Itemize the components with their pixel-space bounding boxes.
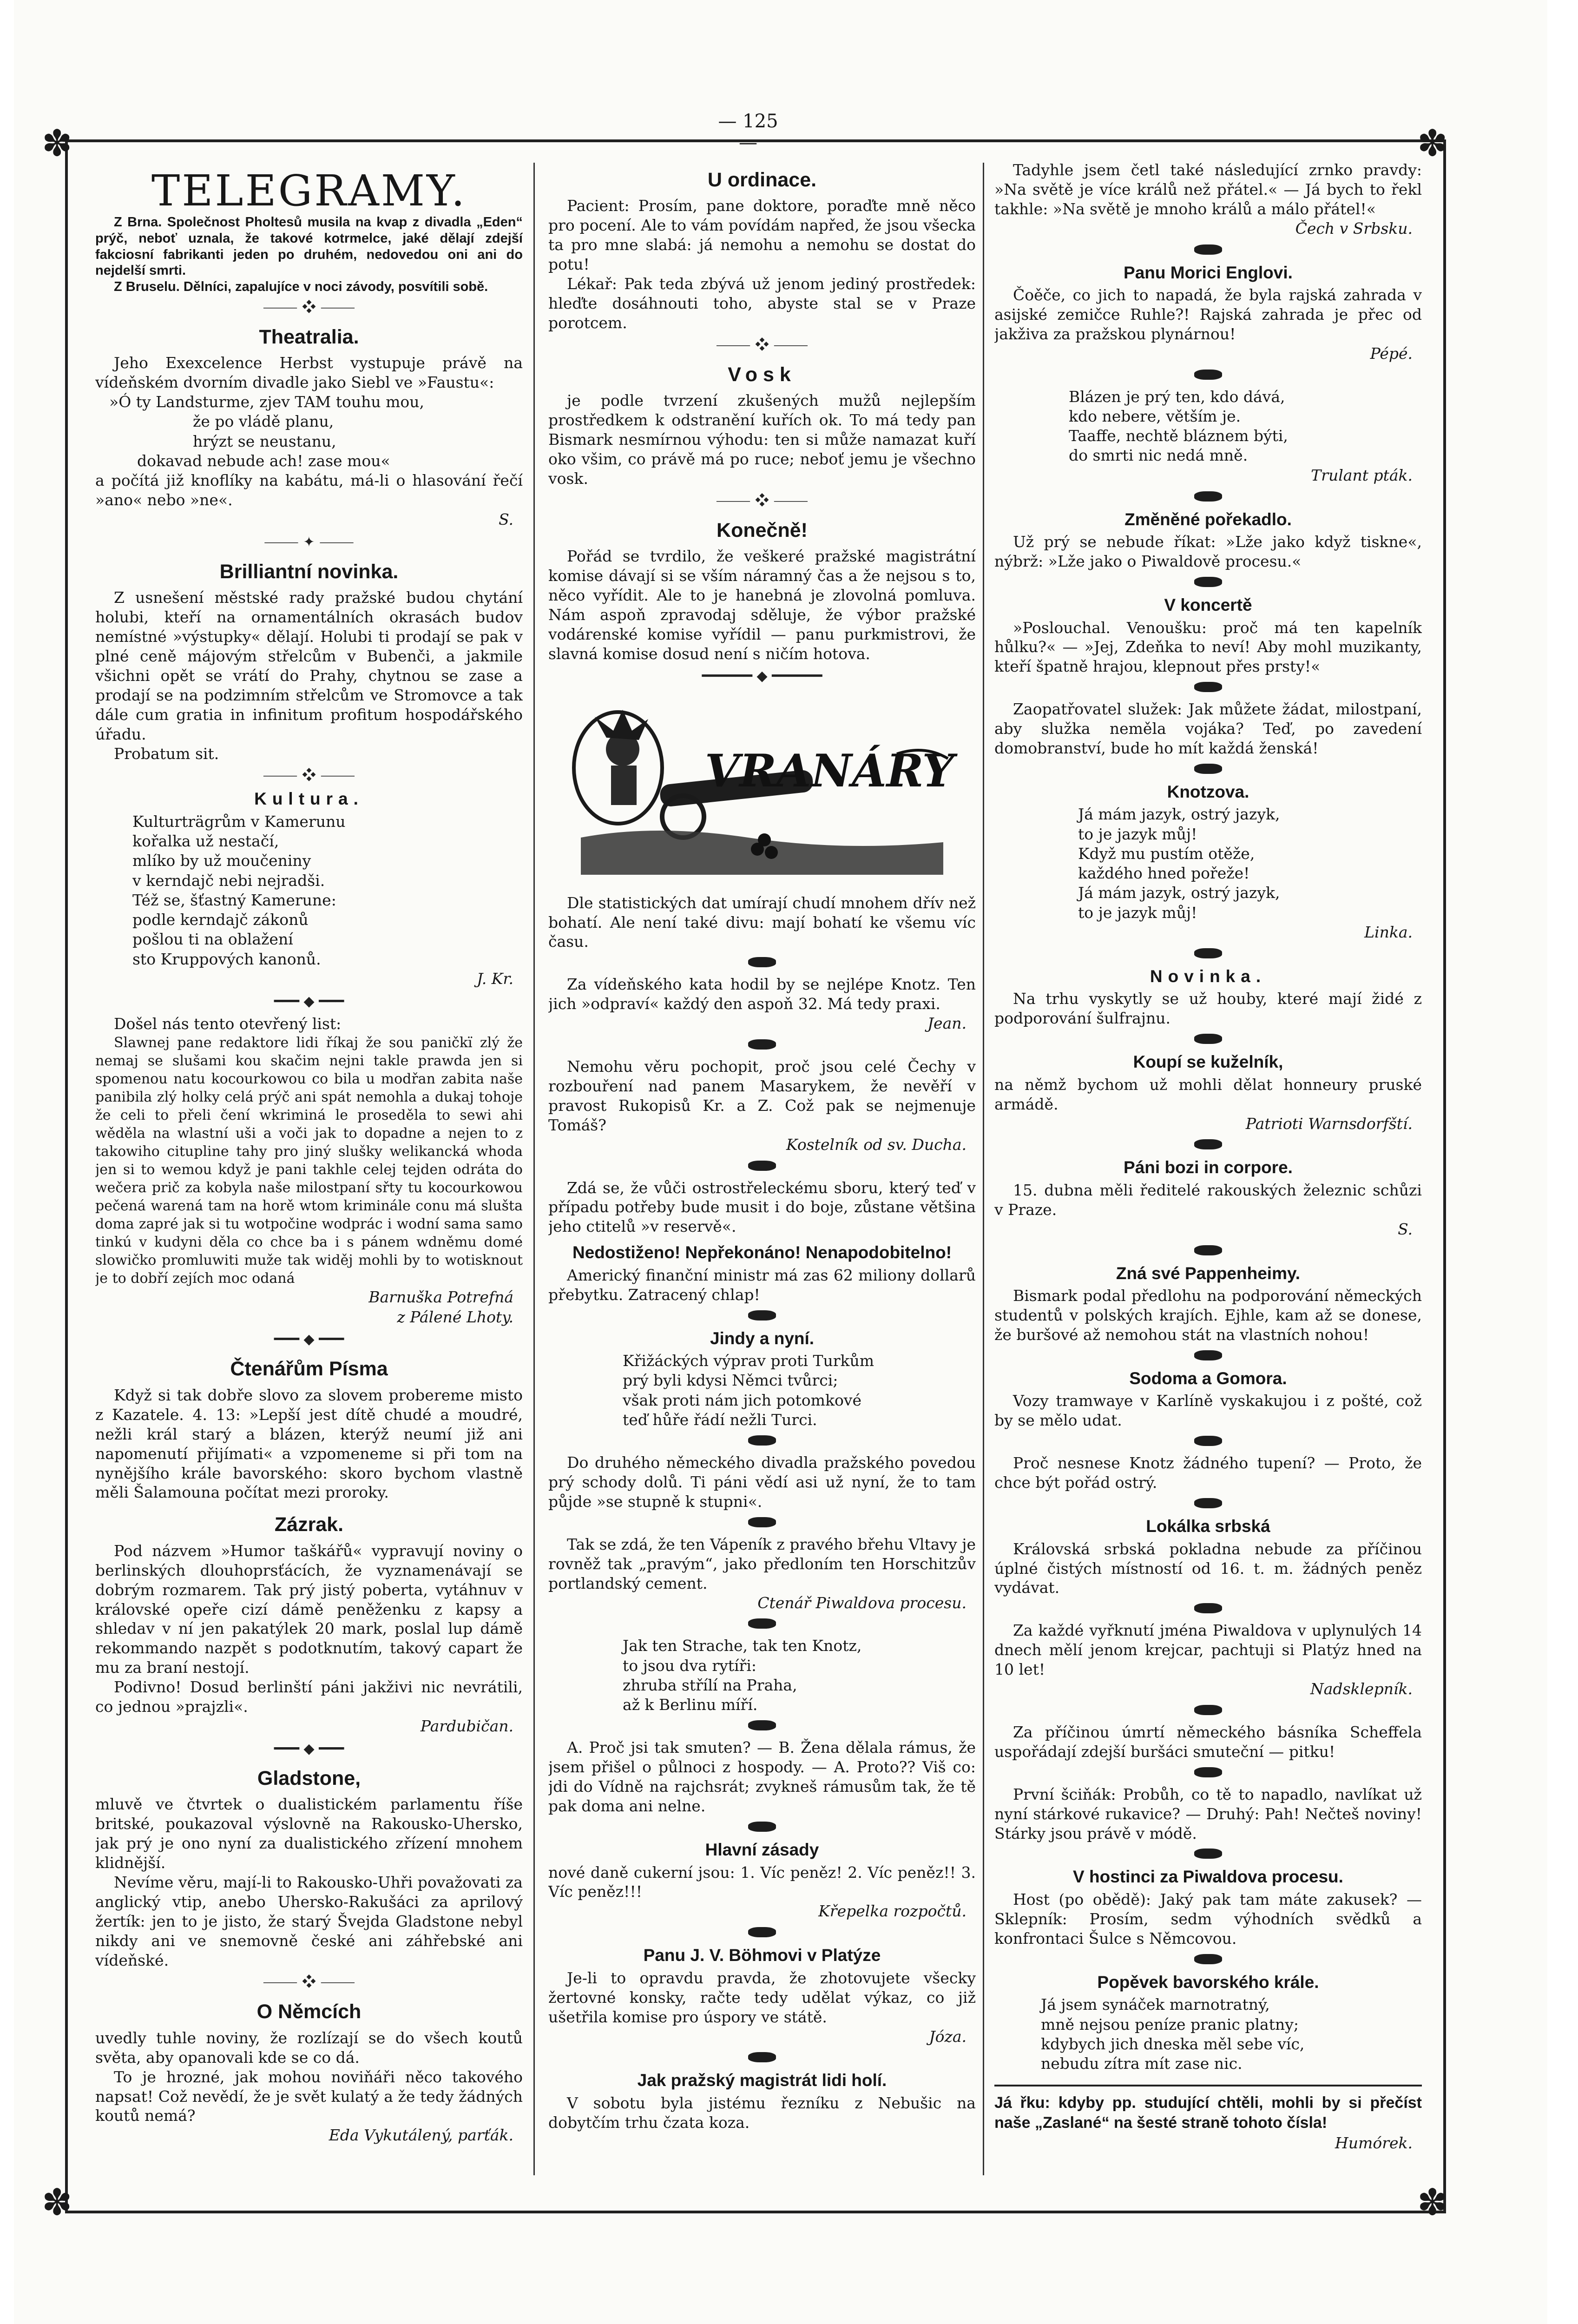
signature: Čech v Srbsku.: [1295, 219, 1413, 238]
crow-separator-icon: [548, 1720, 976, 1732]
ordinace-text: Pacient: Prosím, pane doktore, poraďte mně něco pro pocení. Ale to vám povídám napřed, že jsou všecka ta pro mne slabá: já nemohu a nemohu se dostat do potu!: [548, 197, 976, 274]
verse-line: Já jsem synáček marnotratný,: [1041, 1995, 1270, 2014]
crow-separator-icon: [994, 1034, 1422, 1046]
bohm-text: Je-li to opravdu pravda, že zhotovujete všecky žertovné konsky, račte tedy udělat výkaz, co již ušetřila komise pro úspory ve státě.: [548, 1968, 976, 2026]
sodoma-text-2: Proč nesnese Knotz žádného tupení? — Proto, že chce být pořád ostrý.: [994, 1454, 1422, 1492]
brilliantni-heading: Brilliantní novinka.: [219, 560, 399, 583]
signature: Józa.: [929, 2027, 967, 2046]
bottom-rule: [994, 2085, 1422, 2086]
konecne-heading: Konečně!: [717, 519, 808, 541]
signature: J. Kr.: [477, 969, 513, 988]
zazrak-text-2: Podivno! Dosud berlinští páni jakživi nic nevrátili, co jednou »prajzli«.: [95, 1678, 523, 1716]
open-letter-text: Slawnej pane redaktore lidi říkaj že sou paničkï zlý že nemaj se slušami kou skačim nejni takle prawda jen si spomenou natu kocourkowou co bila u modřan zabita naše panibila zlý holky celá prýč ani spát nemohla a dukaj tohoje že celi to přeli čení wkriminá le proseděla to sewi ahi wěděla na wlastní uši a voči jak to dopadne a nejen to z takowiho citupline tahy pro jiný slušky welikancká whoda jen si to wemou když je pani takhle celej tejden odráta do wečera prič za kobyla naše milostpaní sřty tu kocourkowou pečená warená tam na horě wtom kriminále conu má slušta doma zapré jak si tu wotpočine wodprác i wodní sama samo tinkú v kudyni děla co chce ba i s pánem wdněmu domé slowičko promluwiti muže tak widěj mohli by to wotisknout je to dobří zejích moc odaná: [95, 1034, 523, 1287]
crow-separator-icon: [994, 577, 1422, 589]
zaslane-text: Já řku: kdyby pp. studující chtěli, mohli by si přečíst naše „Zaslané“ na šesté straně tohoto čísla!: [994, 2094, 1422, 2132]
corner-ornament-icon: ✽: [1417, 2182, 1448, 2224]
crow-separator-icon: [548, 2052, 976, 2064]
vrany-text-3: Nemohu věru pochopit, proč jsou celé Čechy v rozbouření nad panem Masarykem, že nevěří v pravost Rukopisů Kr. a Z. Což pak se nejmenuje Tomáš?: [548, 1057, 976, 1134]
signature: Kostelník od sv. Ducha.: [786, 1135, 967, 1154]
magistrat-heading: Jak pražský magistrát lidi holí.: [637, 2071, 887, 2090]
verse-line: to je jazyk můj!: [1078, 825, 1197, 843]
crow-separator-icon: [548, 1822, 976, 1834]
verse-line: kdybych jich dneska měl sebe víc,: [1041, 2034, 1305, 2053]
telegramy-heading: TELEGRAMY.: [151, 166, 467, 216]
pani-heading: Páni bozi in corpore.: [1124, 1158, 1293, 1177]
crow-separator-icon: [994, 370, 1422, 382]
kultura-heading: Kultura.: [254, 789, 364, 809]
koncerte-heading: V koncertě: [1164, 595, 1252, 614]
nedostizeno-heading: Nedostiženo! Nepřekonáno! Nenapodobitelno!: [572, 1243, 952, 1262]
hostinci-heading: V hostinci za Piwaldova procesu.: [1073, 1867, 1343, 1887]
porekadlo-text: Už prý se nebude říkat: »Lže jako když tiskne«, nýbrž: »Lže jako o Piwaldově procesu.«: [994, 533, 1422, 571]
corner-ornament-icon: ✽: [42, 123, 72, 165]
jindy-text-2: Tak se zdá, že ten Vápeník z pravého břehu Vltavy je rovněž tak „pravým“, jako předloním ten Horschitzův portlandský cement.: [548, 1535, 976, 1592]
separator-ornament-icon: ⸻ ❖ ⸻: [716, 492, 809, 509]
crow-separator-icon: [994, 1603, 1422, 1615]
verse-line: Blázen je prý ten, kdo dává,: [1069, 387, 1285, 406]
novinka-heading: Novinka.: [1150, 966, 1267, 986]
list-intro: Došel nás tento otevřený list:: [114, 1014, 342, 1033]
ctenarum-text: Když si tak dobře slovo za slovem probereme misto z Kazatele. 4. 13: »Lepší jest dítě chudé a moudré, nežli král starý a blázen, kterýž neumí již ani napomenutí přijímati« a vzpomeneme si při tom na nynějšího krále bavorského: skoro bychom vlastně měli Šalamouna počítat mezi proroky.: [95, 1386, 523, 1502]
englovi-heading: Panu Morici Englovi.: [1124, 263, 1293, 282]
crow-separator-icon: [994, 1245, 1422, 1257]
zazrak-heading: Zázrak.: [274, 1513, 344, 1536]
theatralia-text-2: a počítá již knoflíky na kabátu, má-li o hlasování řečí »ano« nebo »ne«.: [95, 471, 523, 509]
separator-ornament-icon: ━━━━━━ ◆ ━━━━━━: [702, 667, 822, 684]
verse-line: prý byli kdysi Němci tvůrci;: [623, 1371, 838, 1390]
signature: Jean.: [927, 1014, 967, 1033]
jester-body-icon: [611, 766, 637, 805]
corner-ornament-icon: ✽: [1417, 123, 1448, 165]
lokalka-text-2: Za každé vyřknutí jména Piwaldova v uplynulých 14 dnech mělí jenom krejcar, pachtuji si Platýz hned na 10 let!: [994, 1621, 1422, 1679]
signature: Pardubičan.: [420, 1717, 513, 1735]
zazrak-text: Pod názvem »Humor taškářů« vypravují noviny o berlinských dlouhoprsťácích, že vyznamenávají se dobrým rozmarem. Tak prý jistý poberta, vytáhnuv v královské opeře cizí dámě peněženku z kapsy a shledav v ní jen pakatýlek 20 mark, poslal lup dámě rekommando nazpět s podotknutím, takový capart že mu za braní nestojí.: [95, 1541, 523, 1677]
signature: Eda Vykutálený, parťák.: [329, 2126, 513, 2145]
separator-ornament-icon: ⸻ ❖ ⸻: [263, 299, 355, 316]
theatralia-text: Jeho Exexcelence Herbst vystupuje právě na vídeňském dvorním divadle jako Siebl ve »Faustu«:: [95, 354, 523, 392]
kuzelnik-text: na němž bychom už mohli dělat honneury pruské armádě.: [994, 1075, 1422, 1113]
verse-line: však proti nám jich potomkové: [623, 1391, 861, 1409]
corner-ornament-icon: ✽: [42, 2182, 72, 2224]
bohm-heading: Panu J. V. Böhmovi v Platýze: [643, 1946, 881, 1965]
crow-separator-icon: [994, 764, 1422, 776]
letter-signature-place: z Pálené Lhoty.: [397, 1307, 513, 1326]
crow-separator-icon: [548, 1039, 976, 1051]
separator-ornament-icon: ━━━ ◆ ━━━: [274, 1740, 344, 1757]
verse-line: kdo nebere, větším je.: [1069, 407, 1241, 425]
verse-line: do smrti nic nedá mně.: [1069, 446, 1248, 465]
signature: Pépé.: [1370, 344, 1413, 363]
crow-separator-icon: [548, 957, 976, 969]
verse-line: sto Kruppových kanonů.: [132, 950, 321, 968]
pani-text: 15. dubna měli ředitelé rakouských železnic schůzi v Praze.: [994, 1181, 1422, 1219]
verse-line: Já mám jazyk, ostrý jazyk,: [1078, 884, 1280, 902]
separator-ornament-icon: ⸻ ❖ ⸻: [263, 767, 355, 784]
crow-separator-icon: [994, 491, 1422, 503]
hostinci-text: Host (po obědě): Jaký pak tam máte zakusek? — Sklepník: Prosím, sedm výhodních svědků a konfrontaci Šulce s Němcovou.: [994, 1890, 1422, 1948]
vrany-text-4: Zdá se, že vůči ostrostřeleckému sboru, který teď v případu potřeby bude musit i do boje, zůstane většina jeho ctitelů »v reservě«.: [548, 1178, 976, 1236]
englovi-text: Čoěče, co jich to napadá, že byla rajská zahrada v asijské zemičce Ruhle?! Rajská zahrada je přec od jakživa za pražskou plynárnou!: [994, 286, 1422, 343]
crow-separator-icon: [548, 1435, 976, 1447]
gladstone-heading: Gladstone,: [257, 1767, 361, 1789]
blazen-verse: [994, 387, 1422, 466]
signature: Křepelka rozpočtů.: [818, 1902, 967, 1921]
crow-separator-icon: [994, 1350, 1422, 1362]
koncerte-text-2: Zaopatřovatel služek: Jak můžete žádat, milostpaní, aby služka neměla vojáka? Teď, po zavedení domobranství, bude ho mít každá ženská!: [994, 700, 1422, 758]
verse-line: zhruba střílí na Praha,: [623, 1676, 797, 1694]
verse-line: Já mám jazyk, ostrý jazyk,: [1078, 805, 1280, 824]
ordinace-text-2: Lékař: Pak teda zbývá už jenom jediný prostředek: hleďte dosáhnouti toho, abyste stal se v Praze porotcem.: [548, 275, 976, 332]
brilliantni-text: Z usnešení městské rady pražské budou chytání holubi, kteří na ornamentálních okrasách budov nemístné »výstupky« dělají. Holubi ti prodají se pak v plné ceně májovým střelcům v Bubenči, a jakmile všichni opět se vrátí do Prahy, chytnou se zase a prodají se na podzimním střelcům ve Stromovce a tak dále cum gratia in infinitum profitum hospodářského úřadu.: [95, 588, 523, 743]
knotzova-heading: Knotzova.: [1167, 782, 1249, 801]
verse-line: Kulturträgrům v Kamerunu: [132, 812, 346, 831]
crow-separator-icon: [994, 948, 1422, 960]
lokalka-text-3: Za příčinou úmrtí německého básníka Scheffela uspořádají zdejší buršáci smuteční — pitku!: [994, 1723, 1422, 1761]
popevek-heading: Popěvek bavorského krále.: [1097, 1972, 1319, 1992]
theatralia-heading: Theatralia.: [259, 325, 359, 348]
zaslane-notice: [994, 2093, 1422, 2153]
crow-separator-icon: [994, 244, 1422, 257]
separator-ornament-icon: ━━━ ◆ ━━━: [274, 993, 344, 1010]
column-right: [994, 160, 1422, 2182]
nedostizeno-text: Americký finanční ministr má zas 62 miliony dollarů přebytku. Zatracený chlap!: [548, 1266, 976, 1304]
verse-line: to jsou dva rytíři:: [623, 1656, 757, 1675]
crow-separator-icon: [994, 1705, 1422, 1717]
separator-ornament-icon: ⸻ ✦ ⸻: [264, 534, 354, 550]
hlavni-text: nové daně cukerní jsou: 1. Víc peněz! 2. Víc peněz!! 3. Víc peněz!!!: [548, 1863, 976, 1901]
theatralia-verse: [95, 392, 523, 471]
vosk-text: je podle tvrzení zkušených mužů nejlepším prostředkem k odstranění kuřích ok. To má tedy pan Bismark nesmírnou výhodu: ten si může namazat kuří oko všim, co právě má po ruce; neboť jemu je všechno vosk.: [548, 391, 976, 488]
onemcich-text: uvedly tuhle noviny, že rozlízají se do všech koutů světa, aby opanovali kde se co dá.: [95, 2028, 523, 2067]
verse-line: Křižáckých výprav proti Turkům: [623, 1352, 874, 1370]
telegram-brusel: Z Bruselu. Dělníci, zapalujíce v noci závody, posvítili sobě.: [114, 279, 488, 295]
crow-separator-icon: [548, 1161, 976, 1173]
column-rule: [983, 163, 984, 2175]
verse-line: mně nejsou peníze pranic platny;: [1041, 2015, 1299, 2034]
letter-signature: Barnuška Potrefná: [368, 1287, 513, 1306]
crow-separator-icon: [994, 1139, 1422, 1151]
crow-separator-icon: [548, 1927, 976, 1939]
verse-line: dokavad nebude ach! zase mou«: [137, 451, 390, 470]
konecne-text: Pořád se tvrdilo, že veškeré pražské magistrátní komise dávají si se vším náramný čas a že nejsou s to, něco vyřídit. Ale to je hanebná je zlovolná pomluva. Nám aspoň zpravodaj sděluje, že výbor pražské vodárenské komise vyřídil — panu purkmistrovi, že slavná komise dosud není s ničím hotova.: [548, 547, 976, 663]
verse-line: teď hůře řádí nežli Turci.: [623, 1410, 817, 1429]
verse-line: Jak ten Strache, tak ten Knotz,: [623, 1637, 862, 1655]
separator-ornament-icon: ━━━ ◆ ━━━: [274, 1331, 344, 1348]
separator-ornament-icon: ⸻ ❖ ⸻: [716, 337, 809, 353]
cannonball-icon: [765, 846, 778, 859]
banner-title: VRANÁRY: [704, 744, 954, 797]
crow-separator-icon: [994, 1954, 1422, 1966]
newspaper-page: [14, 0, 1547, 2324]
signature: S.: [499, 510, 513, 528]
page-number: — 125 —: [718, 111, 778, 153]
hlavni-heading: Hlavní zásady: [705, 1840, 819, 1860]
gladstone-text: mluvě ve čtvrtek o dualistickém parlamentu říše britské, poukazoval výslovně na Rakousko-Uhersko, jak prý je ono nyní za dualistického zřízení mnohem klidnější.: [95, 1795, 523, 1872]
pappenheimy-heading: Zná své Pappenheimy.: [1116, 1263, 1301, 1283]
kuzelnik-heading: Koupí se kuželník,: [1133, 1052, 1283, 1072]
crow-separator-icon: [994, 1767, 1422, 1779]
ctenarum-heading: Čtenářům Písma: [230, 1358, 388, 1380]
cannonball-icon: [758, 833, 771, 846]
porekadlo-heading: Změněné pořekadlo.: [1124, 509, 1292, 529]
onemcich-text-2: To je hrozné, jak mohou noviňáři něco takového napsat! Což nevědí, že je svět kulatý a že tedy žádných koutů nemá?: [95, 2067, 523, 2125]
separator-ornament-icon: ⸻ ❖ ⸻: [263, 1974, 355, 1991]
jindy-heading: Jindy a nyní.: [710, 1328, 815, 1348]
verse-line: pošlou ti na oblažení: [132, 930, 293, 949]
signature: Ctenář Piwaldova procesu.: [757, 1593, 967, 1612]
vrany-banner-illustration: [562, 689, 962, 884]
crow-separator-icon: [994, 1436, 1422, 1448]
vrany-text: Dle statistických dat umírají chudí mnohem dřív než bohatí. Ale není také divu: mají bohatí ke všemu víc času.: [548, 893, 976, 951]
intro-text: Tadyhle jsem četl také následující zrnko pravdy: »Na světě je více králů než přátel.« — Já bych to řekl takhle: »Na světě je mnoho králů a málo přátel!«: [994, 161, 1422, 218]
pappenheimy-text: Bismark podal předlohu na podporování německých studentů v polských krajích. Ejhle, kam až se donese, že buršové až nemohou stát na vlastních nohou!: [994, 1287, 1422, 1344]
jindy-verse: [548, 1351, 976, 1430]
gladstone-text-2: Nevíme věru, mají-li to Rakousko-Uhři považovati za anglický vtip, anebo Uhersko-Rakušáci za aprilový žertík: jen to je jisto, že starý Švejda Gladstone nebyl nikdy ani ve snemovně české ani záhřebské ani vídeňské.: [95, 1873, 523, 1969]
verse-line: Též se, šťastný Kamerune:: [132, 891, 336, 909]
brilliantni-text-2: Probatum sit.: [114, 744, 219, 763]
verse-line: Taaffe, nechtě bláznem býti,: [1069, 427, 1288, 445]
verse-line: »Ó ty Landsturme, zjev TAM touhu mou,: [109, 393, 424, 411]
popevek-verse: [994, 1995, 1422, 2073]
crow-separator-icon: [548, 1310, 976, 1322]
verse-line: mlíko by už moučeniny: [132, 852, 311, 870]
crow-separator-icon: [994, 682, 1422, 694]
crow-separator-icon: [994, 1498, 1422, 1510]
signature: Humórek.: [1335, 2133, 1413, 2152]
crow-separator-icon: [548, 1517, 976, 1529]
verse-line: nebudu zítra mít zase nic.: [1041, 2054, 1243, 2073]
verse-line: Když mu pustím otěže,: [1078, 844, 1255, 863]
signature: Nadsklepník.: [1310, 1680, 1413, 1698]
lokalka-text-4: První šciňák: Probůh, co tě to napadlo, navlíkat už nyní stárkové rukavice? — Druhý: Pah! Nečteš noviny! Stárky jsou právě v módě.: [994, 1785, 1422, 1842]
verse-line: podle kerndajč zákonů: [132, 911, 309, 929]
signature: S.: [1398, 1220, 1413, 1238]
signature: Patrioti Warnsdorfští.: [1245, 1114, 1413, 1133]
vosk-heading: Vosk: [728, 363, 796, 386]
verse-line: že po vládě planu,: [193, 412, 334, 431]
column-middle: [548, 160, 976, 2182]
verse-line: to je jazyk můj!: [1078, 903, 1197, 922]
telegram-brno: Z Brna. Společnost Pholtesů musila na kvap z divadla „Eden“ prýč, neboť uznala, že takové kotrmelce, jaké dělají zdejší fakciosní fabrikanti jeden po druhém, nedovedou oni ani do nejdelší smrti.: [95, 215, 523, 278]
verse-line: kořalka už nestačí,: [132, 832, 279, 851]
onemcich-heading: O Němcích: [256, 2000, 362, 2023]
verse-line: hrýzt se neustanu,: [193, 432, 336, 450]
koncerte-text: »Poslouchal. Venoušku: proč má ten kapelník hůlku?« — »Jej, Zdeňka to neví! Aby mohl muzikanty, kteří špatně hrajou, klepnout přes prsty!«: [994, 618, 1422, 676]
crow-separator-icon: [994, 1849, 1422, 1861]
column-rule: [533, 163, 535, 2175]
signature: Trulant pták.: [1311, 466, 1413, 484]
signature: Linka.: [1364, 923, 1413, 941]
jindy-text-3: A. Proč jsi tak smuten? — B. Žena dělala rámus, že jsem přišel o půlnoci z hospody. — A. Proto?? Viš co: jdi do Vídně na rajchsrát; zvykneš rámusům tak, že tě pak doma ani nelne.: [548, 1738, 976, 1816]
sodoma-heading: Sodoma a Gomora.: [1129, 1368, 1287, 1388]
magistrat-text: V sobotu byla jistému řezníku z Nebušic na dobytčím trhu čzata koza.: [548, 2093, 976, 2132]
verse-line: v kerndajč nebi nejradši.: [132, 871, 325, 890]
lokalka-heading: Lokálka srbská: [1146, 1517, 1270, 1536]
verse-line: až k Berlinu míří.: [623, 1696, 758, 1714]
vrany-text-2: Za vídeňského kata hodil by se nejlépe Knotz. Ten jich »odpraví« každý den aspoň 32. Má tedy praxi.: [548, 975, 976, 1013]
verse-line: každého hned pořeže!: [1078, 864, 1250, 883]
novinka-text: Na trhu vyskytly se už houby, které mají židé z podporování šulfrajnu.: [994, 990, 1422, 1028]
lokalka-text: Královská srbská pokladna nebude za příčinou úplné čistých místností od 16. t. m. žádných peněz vydávat.: [994, 1539, 1422, 1597]
sodoma-text: Vozy tramwaye v Karlíně vyskakujou i z pošté, což by se mělo udat.: [994, 1392, 1422, 1430]
knotzova-verse: [994, 805, 1422, 922]
ordinace-heading: U ordinace.: [707, 169, 817, 191]
kultura-verse: [95, 812, 523, 969]
jindy-text: Do druhého německého divadla pražského povedou prý schody dolů. Ti páni vědí asi už nyní, že to tam půjde »se stupně k stupni«.: [548, 1453, 976, 1511]
column-left: [95, 160, 523, 2182]
crow-separator-icon: [548, 1618, 976, 1631]
jindy-verse-2: [548, 1636, 976, 1715]
